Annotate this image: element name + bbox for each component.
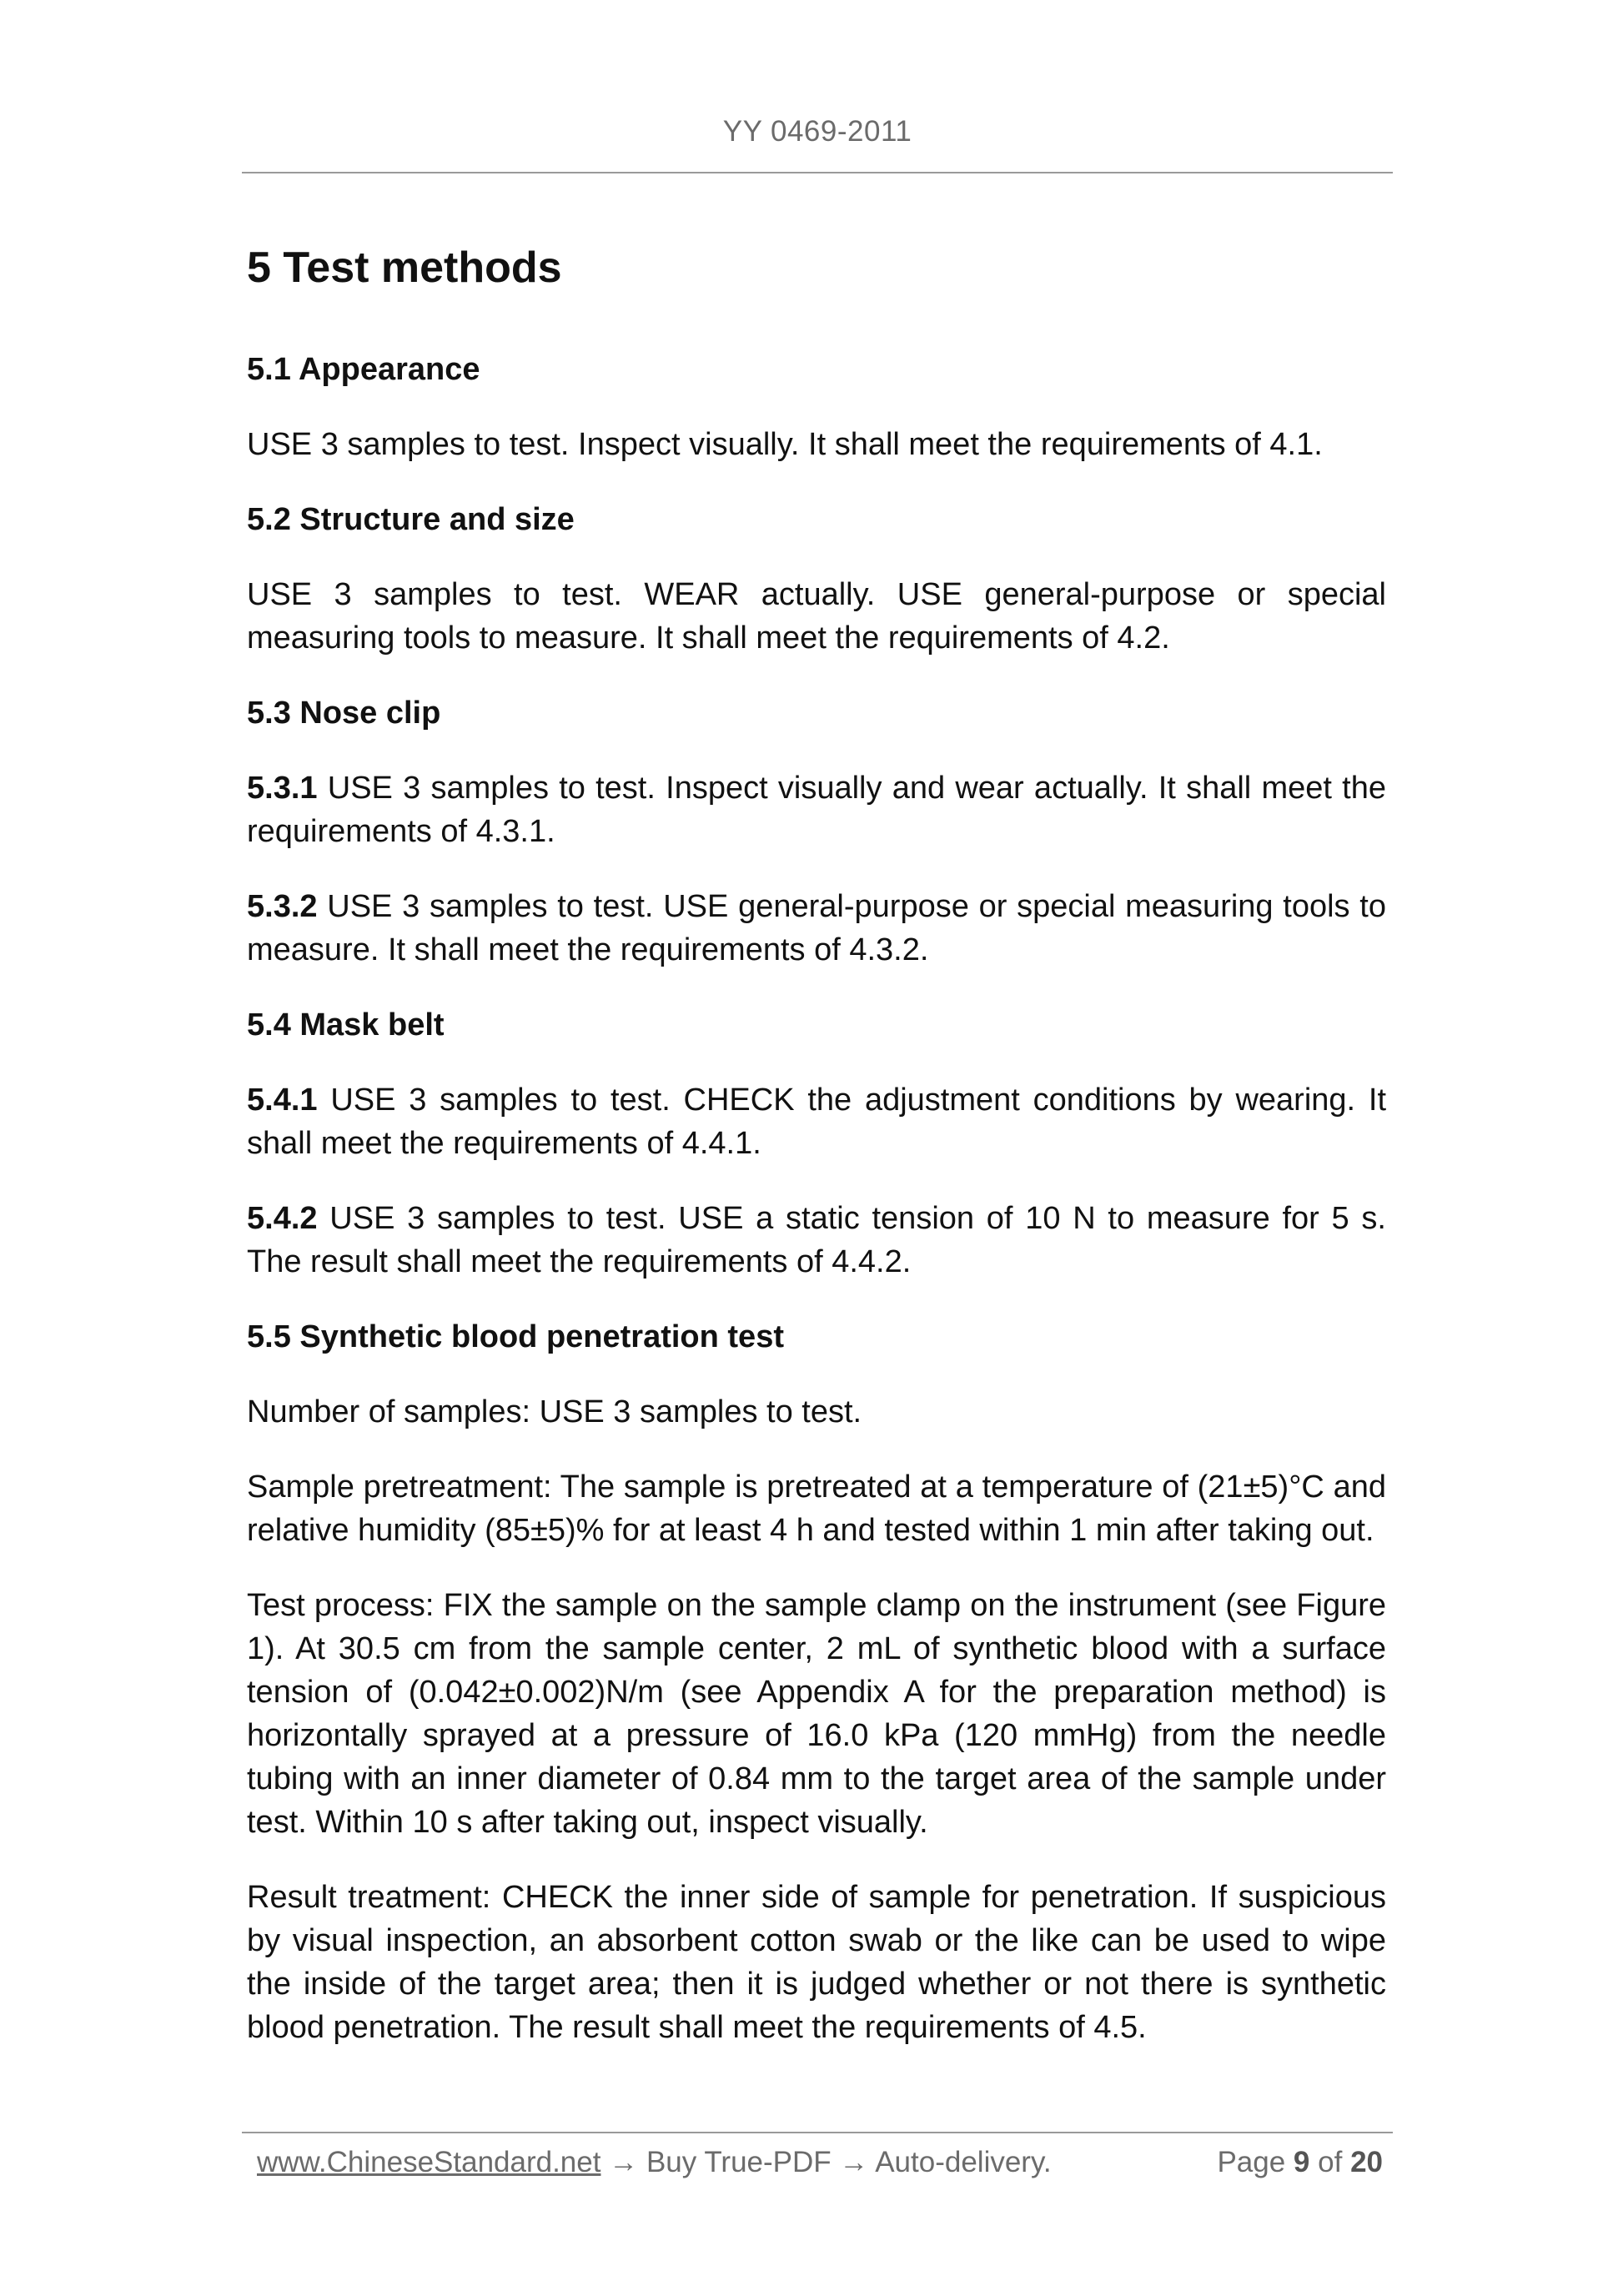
- clause-5-3-1: [247, 766, 1386, 853]
- footer-divider: [242, 2132, 1393, 2133]
- header-divider: [242, 172, 1393, 173]
- result-treatment-paragraph: Result treatment: CHECK the inner side of sample for penetration. If suspicious by visual inspection, an absorbent cotton swab or the like can be used to wipe the inside of the target area; then it is judged whether or not there is synthetic blood penetration. The result shall meet the requirements of 4.5.: [247, 1880, 1386, 2045]
- clause-number: 5.4.2: [247, 1201, 318, 1236]
- clause-5-4-1: [247, 1078, 1386, 1165]
- total-page-count: 20: [1350, 2146, 1383, 2178]
- section-5-5-heading: 5.5 Synthetic blood penetration test: [247, 1319, 784, 1354]
- arrow-right-icon: →: [839, 2146, 869, 2178]
- of-label: of: [1318, 2146, 1343, 2178]
- clause-text: USE 3 samples to test. USE general-purpose or special measuring tools to measure. It shall meet the requirements of 4.3.2.: [247, 889, 1386, 967]
- running-header: YY 0469-2011: [722, 115, 912, 148]
- clause-number: 5.3.1: [247, 771, 318, 806]
- current-page-number: 9: [1293, 2146, 1310, 2178]
- section-5-1-heading: 5.1 Appearance: [247, 352, 480, 387]
- website-link[interactable]: www.ChineseStandard.net: [257, 2146, 601, 2178]
- clause-5-4-2: [247, 1197, 1386, 1284]
- section-5-4-heading: 5.4 Mask belt: [247, 1007, 445, 1042]
- section-5-2-text: USE 3 samples to test. WEAR actually. USE general-purpose or special measuring tools to measure. It shall meet the requirements of 4.2.: [247, 577, 1386, 656]
- page-label: Page: [1217, 2146, 1286, 2178]
- clause-number: 5.3.2: [247, 889, 318, 924]
- auto-delivery-text: Auto-delivery.: [875, 2146, 1052, 2178]
- buy-pdf-text: Buy True-PDF: [646, 2146, 832, 2178]
- clause-text: USE 3 samples to test. CHECK the adjustment conditions by wearing. It shall meet the requirements of 4.4.1.: [247, 1083, 1386, 1161]
- page-indicator: [1217, 2142, 1383, 2183]
- clause-text: USE 3 samples to test. Inspect visually and wear actually. It shall meet the requirements of 4.3.1.: [247, 771, 1386, 849]
- clause-text: USE 3 samples to test. USE a static tension of 10 N to measure for 5 s. The result shall meet the requirements of 4.4.2.: [247, 1201, 1386, 1279]
- samples-paragraph: Number of samples: USE 3 samples to test.: [247, 1394, 862, 1429]
- clause-5-3-2: [247, 885, 1386, 972]
- section-5-3-heading: 5.3 Nose clip: [247, 696, 441, 731]
- page-body: [247, 236, 1386, 2081]
- section-5-1-text: USE 3 samples to test. Inspect visually. It shall meet the requirements of 4.1.: [247, 427, 1323, 462]
- arrow-right-icon: →: [609, 2146, 639, 2178]
- section-5-2-heading: 5.2 Structure and size: [247, 502, 575, 537]
- page-footer: [257, 2142, 1383, 2183]
- pretreatment-paragraph: Sample pretreatment: The sample is pretreated at a temperature of (21±5)°C and relative humidity (85±5)% for at least 4 h and tested within 1 min after taking out.: [247, 1470, 1386, 1548]
- section-title: 5 Test methods: [247, 244, 562, 292]
- clause-number: 5.4.1: [247, 1083, 318, 1118]
- test-process-paragraph: Test process: FIX the sample on the sample clamp on the instrument (see Figure 1). At 30.5 cm from the sample center, 2 mL of synthetic blood with a surface tension of (0.042±0.002)N/m (see Appendix A for the preparation method) is horizontally sprayed at a pressure of 16.0 kPa (120 mmHg) from the needle tubing with an inner diameter of 0.84 mm to the target area of the sample under test. Within 10 s after taking out, inspect visually.: [247, 1588, 1386, 1840]
